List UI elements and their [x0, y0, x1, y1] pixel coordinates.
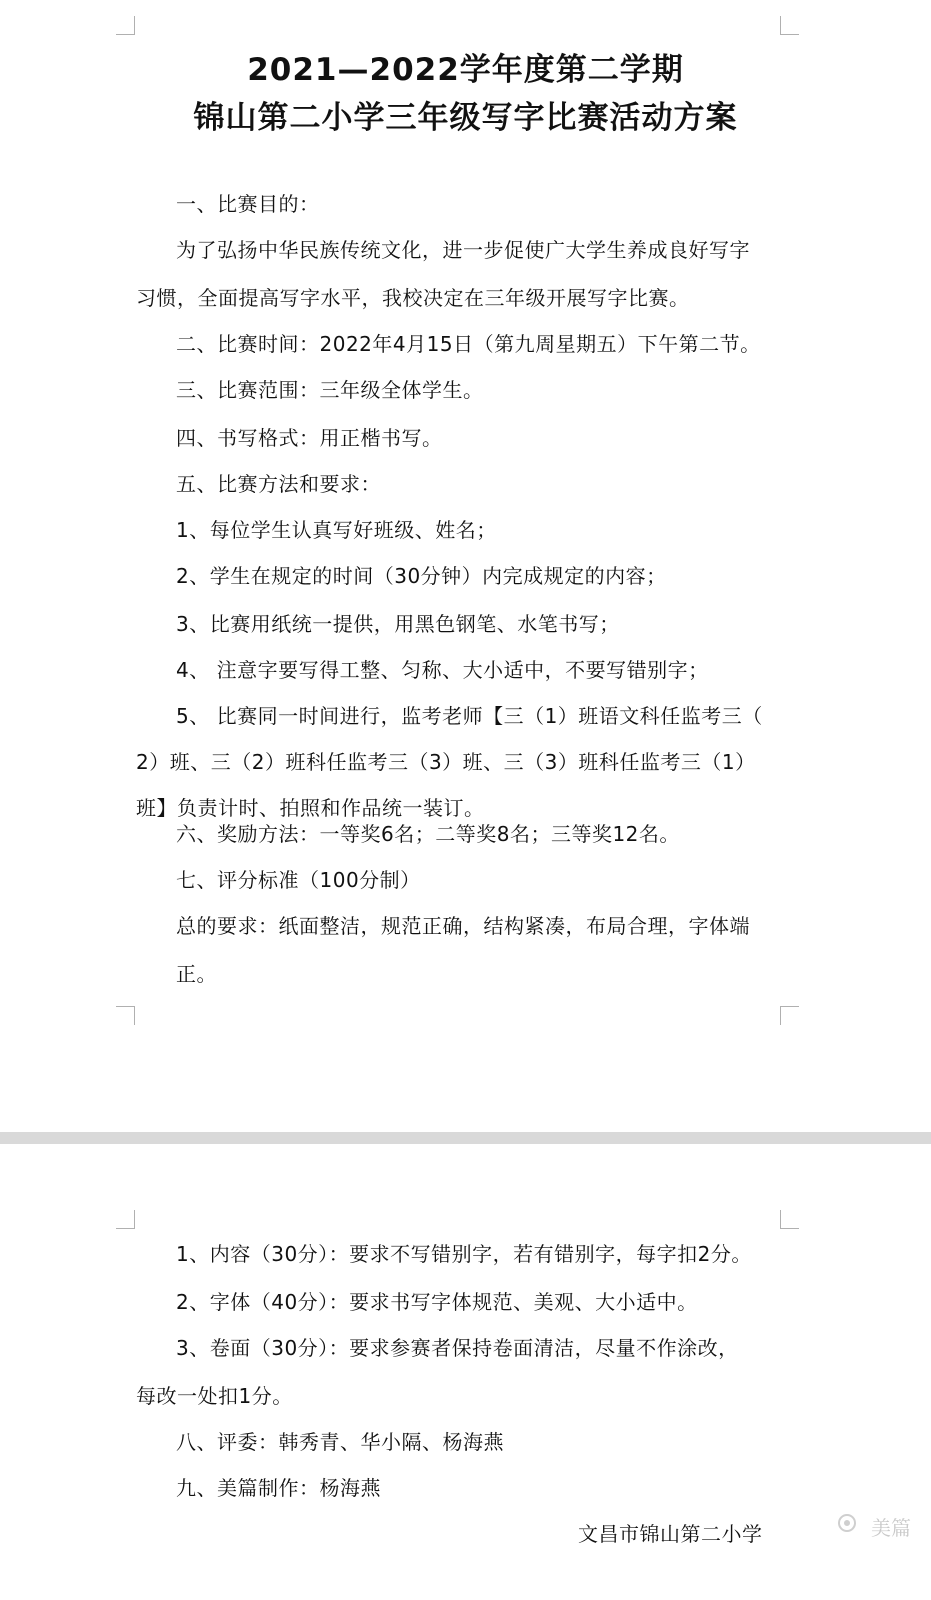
margin-corner-top-left [116, 16, 135, 35]
list-item-continued: 2）班、三（2）班科任监考三（3）班、三（3）班科任监考三（1） [136, 750, 756, 774]
watermark-text: 美篇 [871, 1516, 911, 1540]
scoring-item-continued: 每改一处扣1分。 [136, 1384, 293, 1408]
section-heading-production: 九、美篇制作：杨海燕 [176, 1476, 381, 1500]
section-heading-format: 四、书写格式：用正楷书写。 [176, 426, 443, 450]
paragraph-line: 正。 [176, 962, 217, 986]
margin-corner-top-right [780, 1210, 799, 1229]
document-title-line-1: 2021—2022学年度第二学期 [247, 52, 684, 88]
paragraph-line: 为了弘扬中华民族传统文化，进一步促使广大学生养成良好写字 [176, 238, 750, 262]
margin-corner-top-left [116, 1210, 135, 1229]
margin-corner-top-right [780, 16, 799, 35]
page-separator [0, 1132, 931, 1144]
section-heading-scope: 三、比赛范围：三年级全体学生。 [176, 378, 484, 402]
list-item: 5、 比赛同一时间进行，监考老师【三（1）班语文科任监考三（ [176, 704, 763, 728]
list-item: 4、 注意字要写得工整、匀称、大小适中，不要写错别字； [176, 658, 709, 682]
scoring-item: 2、字体（40分）：要求书写字体规范、美观、大小适中。 [176, 1290, 698, 1314]
section-heading-awards: 六、奖励方法：一等奖6名；二等奖8名；三等奖12名。 [176, 822, 680, 846]
section-heading-scoring: 七、评分标准（100分制） [176, 868, 421, 892]
section-heading-purpose: 一、比赛目的： [176, 192, 320, 216]
paragraph-line: 总的要求：纸面整洁，规范正确，结构紧凑，布局合理，字体端 [176, 914, 750, 938]
section-heading-time: 二、比赛时间：2022年4月15日（第九周星期五）下午第二节。 [176, 332, 761, 356]
document-page-2 [0, 1144, 931, 1600]
scoring-item: 3、卷面（30分）：要求参赛者保持卷面清洁，尽量不作涂改， [176, 1336, 739, 1360]
list-item: 1、每位学生认真写好班级、姓名； [176, 518, 497, 542]
scoring-item: 1、内容（30分）：要求不写错别字，若有错别字，每字扣2分。 [176, 1242, 752, 1266]
margin-corner-bottom-left [116, 1006, 135, 1025]
list-item-continued: 班】负责计时、拍照和作品统一装订。 [136, 796, 485, 820]
paragraph-line: 习惯，全面提高写字水平，我校决定在三年级开展写字比赛。 [136, 286, 690, 310]
list-item: 3、比赛用纸统一提供，用黑色钢笔、水笔书写； [176, 612, 620, 636]
signature: 文昌市锦山第二小学 [578, 1522, 763, 1546]
section-heading-judges: 八、评委：韩秀青、华小隔、杨海燕 [176, 1430, 504, 1454]
margin-corner-bottom-right [780, 1006, 799, 1025]
list-item: 2、学生在规定的时间（30分钟）内完成规定的内容； [176, 564, 667, 588]
section-heading-method: 五、比赛方法和要求： [176, 472, 381, 496]
watermark-icon [836, 1512, 858, 1534]
document-title-line-2: 锦山第二小学三年级写字比赛活动方案 [193, 100, 738, 136]
